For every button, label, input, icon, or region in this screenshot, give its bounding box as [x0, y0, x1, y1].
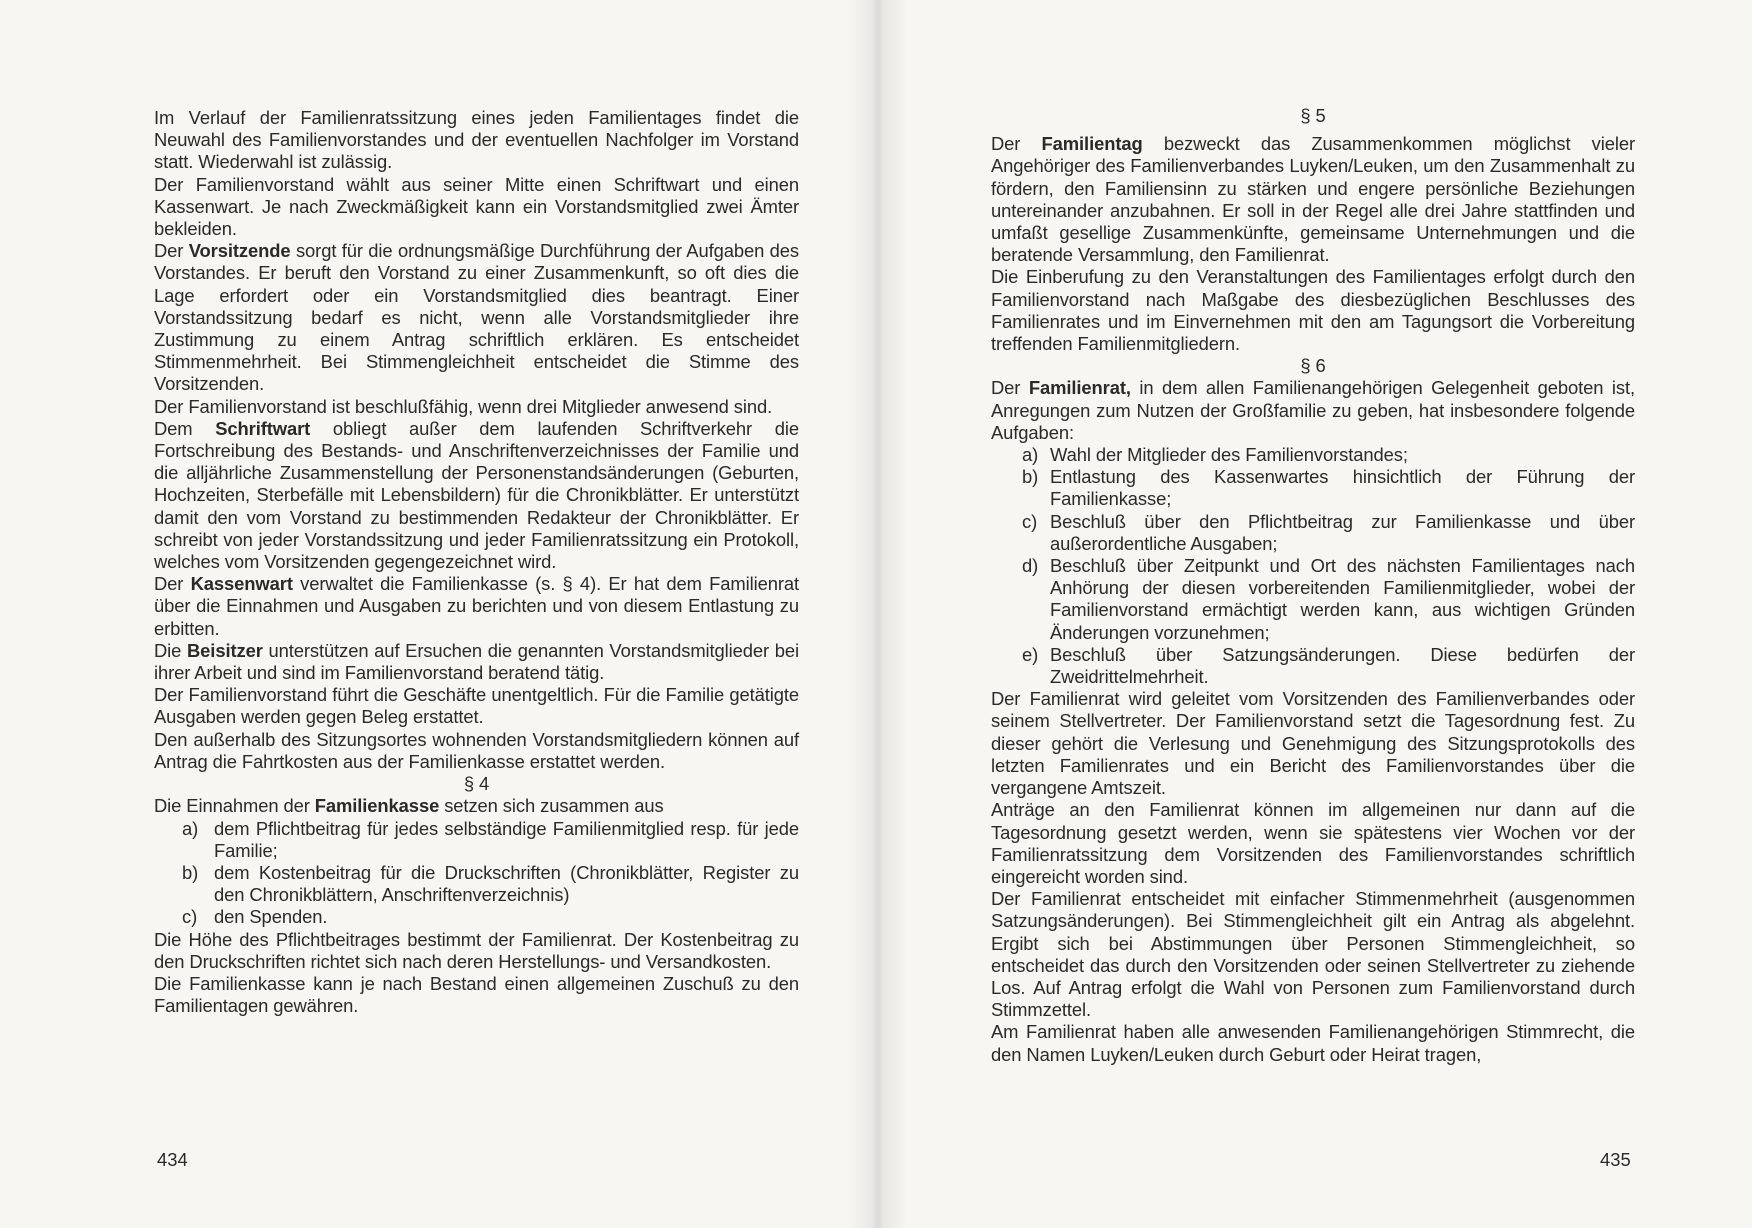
section-6-list	[991, 444, 1635, 688]
paragraph: Die Höhe des Pflichtbeitrages bestimmt der Familienrat. Der Kostenbeitrag zu den Druckschriften richtet sich nach deren Herstellungs- und Versandkosten.	[154, 928, 799, 972]
left-page	[0, 0, 870, 1228]
bold-term: Familienrat,	[1028, 377, 1131, 399]
list-item: c) den Spenden.	[182, 906, 328, 928]
bold-term: Vorsitzende	[188, 240, 291, 262]
paragraph: Im Verlauf der Familienratssitzung eines jeden Familientages findet die Neuwahl des Familienvorstandes und der eventuellen Nachfolger im Vorstand statt. Wiederwahl ist zulässig.	[154, 107, 799, 173]
list-marker: b)	[1022, 466, 1039, 488]
paragraph: Der Familienrat wird geleitet vom Vorsitzenden des Familienverbandes oder seinem Stellvertreter. Der Familienvorstand setzt die Tagesordnung fest. Zu dieser gehört die Verlesung und Genehmigung des Sitzungsprotokolls des letzten Familienrates und ein Bericht des Familienvorstandes über die vergangene Amtszeit.	[991, 688, 1635, 799]
paragraph: Die Einnahmen der Familienkasse setzen sich zusammen aus	[154, 795, 664, 817]
paragraph: Den außerhalb des Sitzungsortes wohnenden Vorstandsmitgliedern können auf Antrag die Fahrtkosten aus der Familienkasse erstattet werden.	[154, 728, 799, 772]
list-marker: d)	[1022, 555, 1039, 577]
paragraph: Am Familienrat haben alle anwesenden Familienangehörigen Stimmrecht, die den Namen Luyken/Leuken durch Geburt oder Heirat tragen,	[991, 1021, 1635, 1065]
left-page-text	[154, 107, 799, 1017]
list-item: d) Beschluß über Zeitpunkt und Ort des nächsten Familientages nach Anhörung der diesen vorbereitenden Familienmitglieder, wobei der Familienvorstand ermächtigt werden kann, aus wichtigen Gründen Änderungen vorzunehmen;	[1022, 555, 1635, 643]
right-page	[880, 0, 1752, 1228]
right-page-text	[991, 105, 1635, 1066]
list-item: a) Wahl der Mitglieder des Familienvorstandes;	[1022, 444, 1408, 466]
paragraph: Der Familienrat entscheidet mit einfacher Stimmenmehrheit (ausgenommen Satzungsänderungen). Bei Stimmengleichheit gilt ein Antrag als abgelehnt. Ergibt sich bei Abstimmungen über Personen Stimmengleichheit, so entscheidet das durch den Vorsitzenden oder seinen Stellvertreter zu ziehende Los. Auf Antrag erfolgt die Wahl von Personen zum Familienvorstand durch Stimmzettel.	[991, 888, 1635, 1021]
section-4-list	[154, 818, 799, 929]
list-marker: a)	[1022, 444, 1039, 466]
paragraph: Der Kassenwart verwaltet die Familienkasse (s. § 4). Er hat dem Familienrat über die Einnahmen und Ausgaben zu berichten und von diesem Entlastung zu erbitten.	[154, 573, 799, 639]
paragraph: Der Familienvorstand wählt aus seiner Mitte einen Schriftwart und einen Kassenwart. Je nach Zweckmäßigkeit kann ein Vorstandsmitglied zwei Ämter bekleiden.	[154, 173, 799, 240]
bold-term: Kassenwart	[190, 573, 293, 595]
list-item: c) Beschluß über den Pflichtbeitrag zur Familienkasse und über außerordentliche Ausgaben;	[1022, 510, 1635, 554]
list-item: a) dem Pflichtbeitrag für jedes selbständige Familienmitglied resp. für jede Familie;	[182, 817, 799, 861]
list-marker: b)	[182, 861, 199, 883]
list-item: e) Beschluß über Satzungsänderungen. Diese bedürfen der Zweidrittelmehrheit.	[1022, 643, 1635, 688]
paragraph: Dem Schriftwart obliegt außer dem laufenden Schriftverkehr die Fortschreibung des Bestands- und Anschriftenverzeichnisses der Familie und die alljährliche Zusammenstellung der Personenstandsänderungen (Geburten, Hochzeiten, Sterbefälle mit Lebensbildern) für die Chronikblätter. Er unterstützt damit den vom Vorstand zu bestimmenden Redakteur der Chronikblätter. Er schreibt von jeder Vorstandssitzung und jeder Familienratssitzung ein Protokoll, welches vom Vorsitzenden gegengezeichnet wird.	[154, 417, 799, 573]
list-marker: e)	[1022, 643, 1039, 665]
section-heading-4: § 4	[463, 773, 490, 795]
paragraph: Der Familienrat, in dem allen Familienangehörigen Gelegenheit geboten ist, Anregungen zum Nutzen der Großfamilie zu geben, hat insbesondere folgende Aufgaben:	[991, 377, 1635, 443]
bold-term: Familientag	[1041, 133, 1143, 155]
paragraph: Anträge an den Familienrat können im allgemeinen nur dann auf die Tagesordnung gesetzt werden, wenn sie spätestens vier Wochen vor der Familienratssitzung dem Vorsitzenden des Familienvorstandes schriftlich eingereicht worden sind.	[991, 799, 1635, 887]
paragraph: Die Beisitzer unterstützen auf Ersuchen die genannten Vorstandsmitglieder bei ihrer Arbeit und sind im Familienvorstand beratend tätig.	[154, 639, 799, 684]
paragraph: Der Familienvorstand ist beschlußfähig, wenn drei Mitglieder anwesend sind.	[154, 395, 773, 417]
list-marker: c)	[1022, 510, 1038, 532]
paragraph: Der Familientag bezweckt das Zusammenkommen möglichst vieler Angehöriger des Familienverbandes Luyken/Leuken, um den Zusammenhalt zu fördern, den Familiensinn zu stärken und engere persönliche Beziehungen untereinander anzubahnen. Er soll in der Regel alle drei Jahre stattfinden und umfaßt gesellige Zusammenkünfte, gemeinsame Unternehmungen und die beratende Versammlung, den Familienrat.	[991, 133, 1636, 266]
bold-term: Beisitzer	[187, 639, 263, 661]
list-item: b) dem Kostenbeitrag für die Druckschriften (Chronikblätter, Register zu den Chronikblättern, Anschriftenverzeichnis)	[182, 861, 799, 906]
paragraph: Die Einberufung zu den Veranstaltungen des Familientages erfolgt durch den Familienvorstand nach Maßgabe des diesbezüglichen Beschlusses des Familienrates und im Einvernehmen mit den am Tagungsort die Vorbereitung treffenden Familienmitgliedern.	[991, 266, 1635, 355]
paragraph: Der Familienvorstand führt die Geschäfte unentgeltlich. Für die Familie getätigte Ausgaben werden gegen Beleg erstattet.	[154, 684, 799, 728]
page-number: 434	[157, 1149, 188, 1170]
list-item: b) Entlastung des Kassenwartes hinsichtlich der Führung der Familienkasse;	[1022, 466, 1635, 510]
paragraph: Der Vorsitzende sorgt für die ordnungsmäßige Durchführung der Aufgaben des Vorstandes. Er beruft den Vorstand zu einer Zusammenkunft, so oft dies die Lage erfordert oder ein Vorstandsmitglied dies beantragt. Einer Vorstandssitzung bedarf es nicht, wenn alle Vorstandsmitglieder ihre Zustimmung zu einem Antrag schriftlich erklären. Es entscheidet Stimmenmehrheit. Bei Stimmengleichheit entscheidet die Stimme des Vorsitzenden.	[154, 240, 799, 395]
section-heading-6: § 6	[1300, 355, 1326, 377]
bold-term: Schriftwart	[215, 417, 311, 439]
paragraph: Die Familienkasse kann je nach Bestand einen allgemeinen Zuschuß zu den Familientagen gewähren.	[154, 972, 799, 1017]
bold-term: Familienkasse	[314, 795, 440, 817]
list-marker: c)	[182, 906, 198, 928]
page-number: 435	[1600, 1149, 1631, 1170]
section-heading-5: § 5	[1300, 105, 1326, 126]
list-marker: a)	[182, 817, 199, 839]
